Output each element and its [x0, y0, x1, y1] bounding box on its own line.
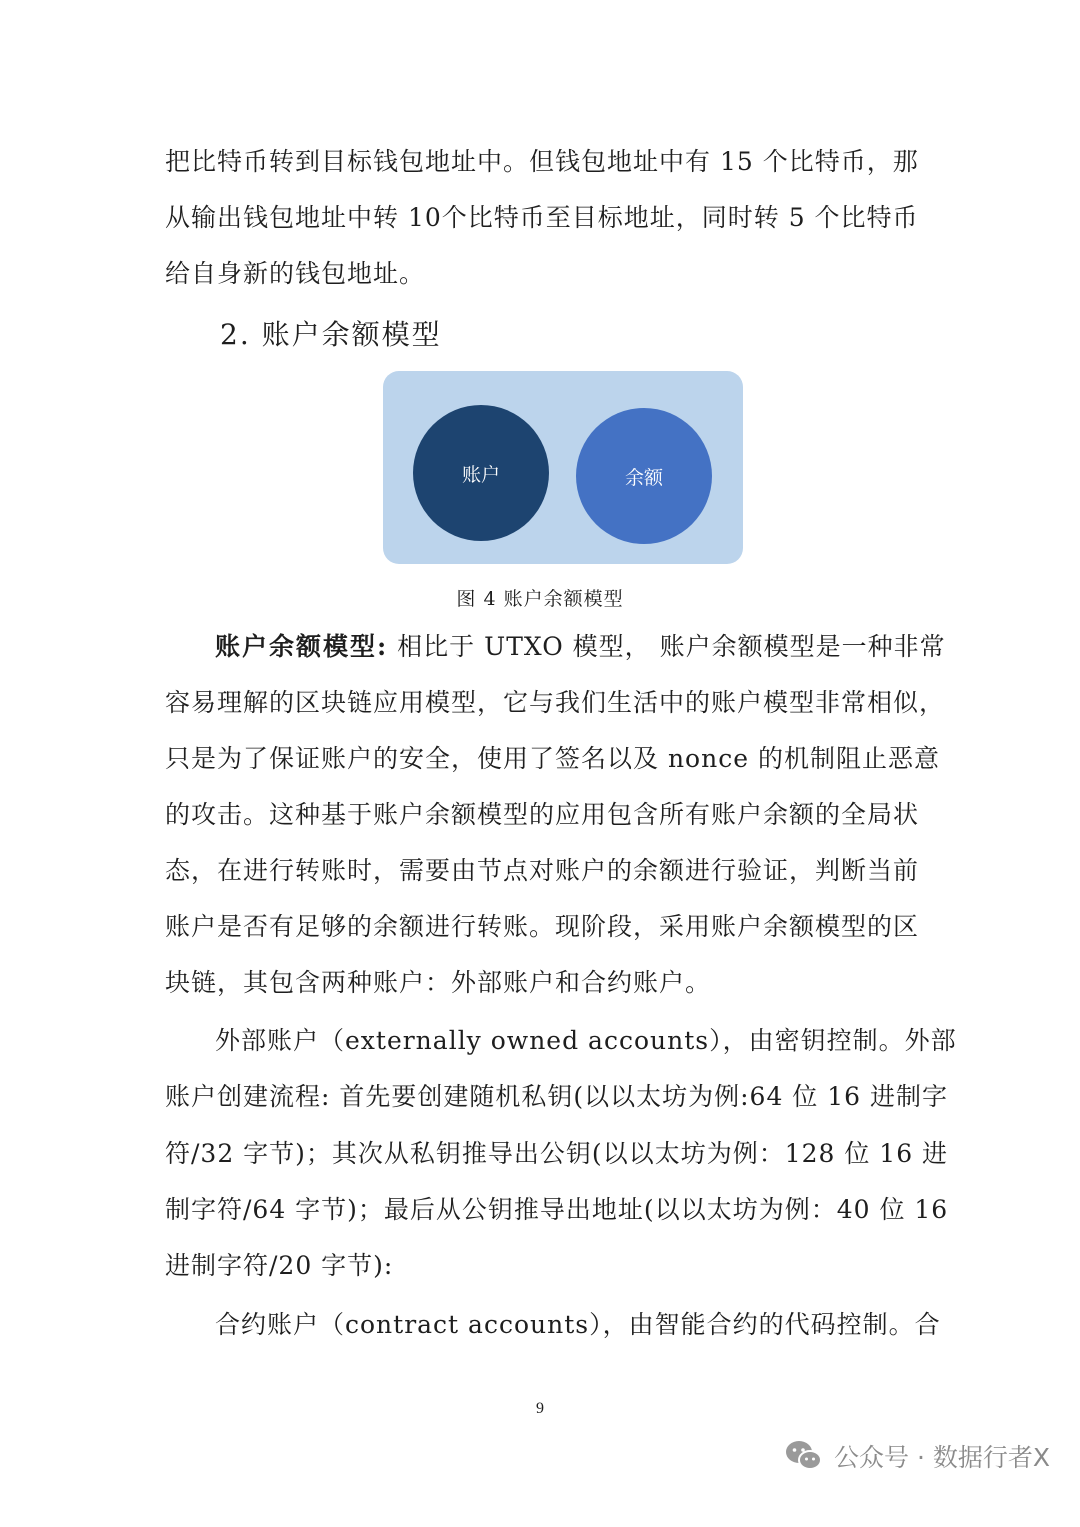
watermark	[784, 1436, 1050, 1476]
paragraph4-line-1: 合约账户（contract accounts），由智能合约的代码控制。合	[215, 1310, 941, 1339]
paragraph1-line-1: 把比特币转到目标钱包地址中。但钱包地址中有 15 个比特币，那	[165, 147, 919, 176]
paragraph2-line-7: 块链，其包含两种账户：外部账户和合约账户。	[165, 968, 712, 997]
paragraph2-line-5: 态，在进行转账时，需要由节点对账户的余额进行验证，判断当前	[165, 856, 920, 885]
paragraph3-line-4: 制字符/64 字节)；最后从公钥推导出地址(以以太坊为例：40 位 16	[165, 1195, 949, 1224]
paragraph3-line-5: 进制字符/20 字节):	[165, 1251, 394, 1280]
paragraph3-line-3: 符/32 字节)；其次从私钥推导出公钥(以以太坊为例：128 位 16 进	[165, 1139, 949, 1168]
page-number: 9	[536, 1400, 544, 1417]
balance-circle-label: 余额	[624, 466, 663, 489]
paragraph1-line-2: 从输出钱包地址中转 10个比特币至目标地址，同时转 5 个比特币	[165, 203, 919, 232]
account-circle	[413, 405, 549, 541]
figure-caption: 图 4 账户余额模型	[456, 588, 624, 610]
section-heading: 2. 账户余额模型	[220, 318, 442, 351]
paragraph3-line-1: 外部账户（externally owned accounts），由密钥控制。外部	[215, 1026, 957, 1055]
paragraph2-line-2: 容易理解的区块链应用模型，它与我们生活中的账户模型非常相似，	[165, 688, 946, 717]
paragraph2-line-6: 账户是否有足够的余额进行转账。现阶段，采用账户余额模型的区	[165, 912, 920, 941]
watermark-text: 公众号 · 数据行者X	[834, 1443, 1050, 1472]
account-circle-label: 账户	[461, 463, 500, 486]
paragraph2-line-1	[215, 632, 946, 662]
account-balance-figure	[383, 371, 743, 564]
paragraph2-line-1-rest: 相比于 UTXO 模型， 账户余额模型是一种非常	[388, 632, 946, 661]
paragraph1-line-3: 给自身新的钱包地址。	[165, 259, 426, 288]
paragraph2-line-3: 只是为了保证账户的安全，使用了签名以及 nonce 的机制阻止恶意	[165, 744, 940, 773]
balance-circle	[576, 408, 712, 544]
paragraph3-line-2: 账户创建流程: 首先要创建随机私钥(以以太坊为例:64 位 16 进制字	[165, 1082, 949, 1111]
paragraph2-line-4: 的攻击。这种基于账户余额模型的应用包含所有账户余额的全局状	[165, 800, 920, 829]
wechat-icon	[784, 1439, 824, 1473]
paragraph2-lead: 账户余额模型:	[215, 632, 389, 661]
